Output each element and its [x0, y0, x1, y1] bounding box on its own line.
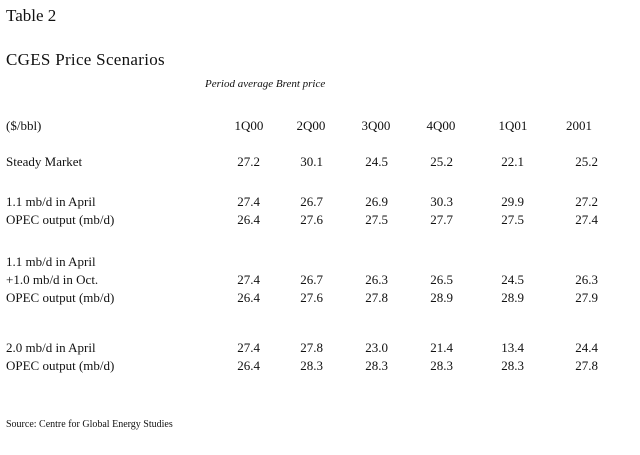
scenario-row — [0, 339, 640, 357]
cell: 27.4 — [237, 194, 260, 209]
row-label: OPEC output (mb/d) — [6, 290, 115, 305]
cell: 26.4 — [237, 358, 260, 373]
cell: 27.4 — [237, 340, 260, 355]
cell: 28.9 — [501, 290, 524, 305]
cell: 29.9 — [501, 194, 524, 209]
cell: 26.5 — [430, 272, 453, 287]
quarter-header: 4Q00 — [426, 118, 456, 133]
cell: 27.2 — [575, 194, 598, 209]
scenario-row — [0, 211, 640, 229]
cell: 27.4 — [575, 212, 598, 227]
row-label: 1.1 mb/d in April — [6, 194, 96, 209]
cell: 27.8 — [365, 290, 388, 305]
row-label: 2.0 mb/d in April — [6, 340, 96, 355]
row-label: OPEC output (mb/d) — [6, 358, 115, 373]
table-caption: Period average Brent price — [205, 78, 326, 90]
unit-header: ($/bbl) — [6, 118, 42, 133]
scenario-row — [0, 193, 640, 211]
cell: 26.4 — [237, 290, 260, 305]
table-title: CGES Price Scenarios — [6, 50, 165, 69]
cell: 28.9 — [430, 290, 453, 305]
cell: 30.1 — [300, 154, 323, 169]
cell: 27.7 — [430, 212, 453, 227]
cell: 27.2 — [237, 154, 260, 169]
cell: 27.4 — [237, 272, 260, 287]
cell: 13.4 — [501, 340, 524, 355]
quarter-header: 1Q00 — [234, 118, 264, 133]
cell: 26.3 — [575, 272, 598, 287]
cell: 28.3 — [300, 358, 323, 373]
cell: 26.7 — [300, 272, 323, 287]
cell: 28.3 — [430, 358, 453, 373]
cell: 21.4 — [430, 340, 453, 355]
cell: 26.4 — [237, 212, 260, 227]
row-label: +1.0 mb/d in Oct. — [6, 272, 99, 287]
cell: 27.8 — [300, 340, 323, 355]
cell: 27.9 — [575, 290, 598, 305]
quarter-header: 2Q00 — [296, 118, 326, 133]
scenario-row — [0, 289, 640, 307]
cell: 25.2 — [575, 154, 598, 169]
cell: 27.5 — [365, 212, 388, 227]
cell: 26.3 — [365, 272, 388, 287]
cell: 27.8 — [575, 358, 598, 373]
cell: 26.7 — [300, 194, 323, 209]
row-label: 1.1 mb/d in April — [6, 254, 96, 269]
cell: 24.5 — [365, 154, 388, 169]
cell: 25.2 — [430, 154, 453, 169]
cell: 28.3 — [501, 358, 524, 373]
cell: 27.6 — [300, 212, 323, 227]
cell: 30.3 — [430, 194, 453, 209]
scenario-row — [0, 271, 640, 289]
cell: 26.9 — [365, 194, 388, 209]
cell: 24.5 — [501, 272, 524, 287]
cell: 22.1 — [501, 154, 524, 169]
cell: 23.0 — [365, 340, 388, 355]
cell: 28.3 — [365, 358, 388, 373]
cell: 27.5 — [501, 212, 524, 227]
quarter-header: 2001 — [566, 118, 592, 133]
quarter-header: 3Q00 — [361, 118, 391, 133]
cell: 24.4 — [575, 340, 598, 355]
source-note: Source: Centre for Global Energy Studies — [6, 419, 173, 430]
scenario-label-row — [0, 253, 640, 271]
reference-row — [0, 153, 640, 171]
quarter-header: 1Q01 — [498, 118, 528, 133]
scenario-row — [0, 357, 640, 375]
cell: 27.6 — [300, 290, 323, 305]
table-label: Table 2 — [6, 6, 57, 25]
row-label: OPEC output (mb/d) — [6, 212, 115, 227]
row-label: Steady Market — [6, 154, 83, 169]
